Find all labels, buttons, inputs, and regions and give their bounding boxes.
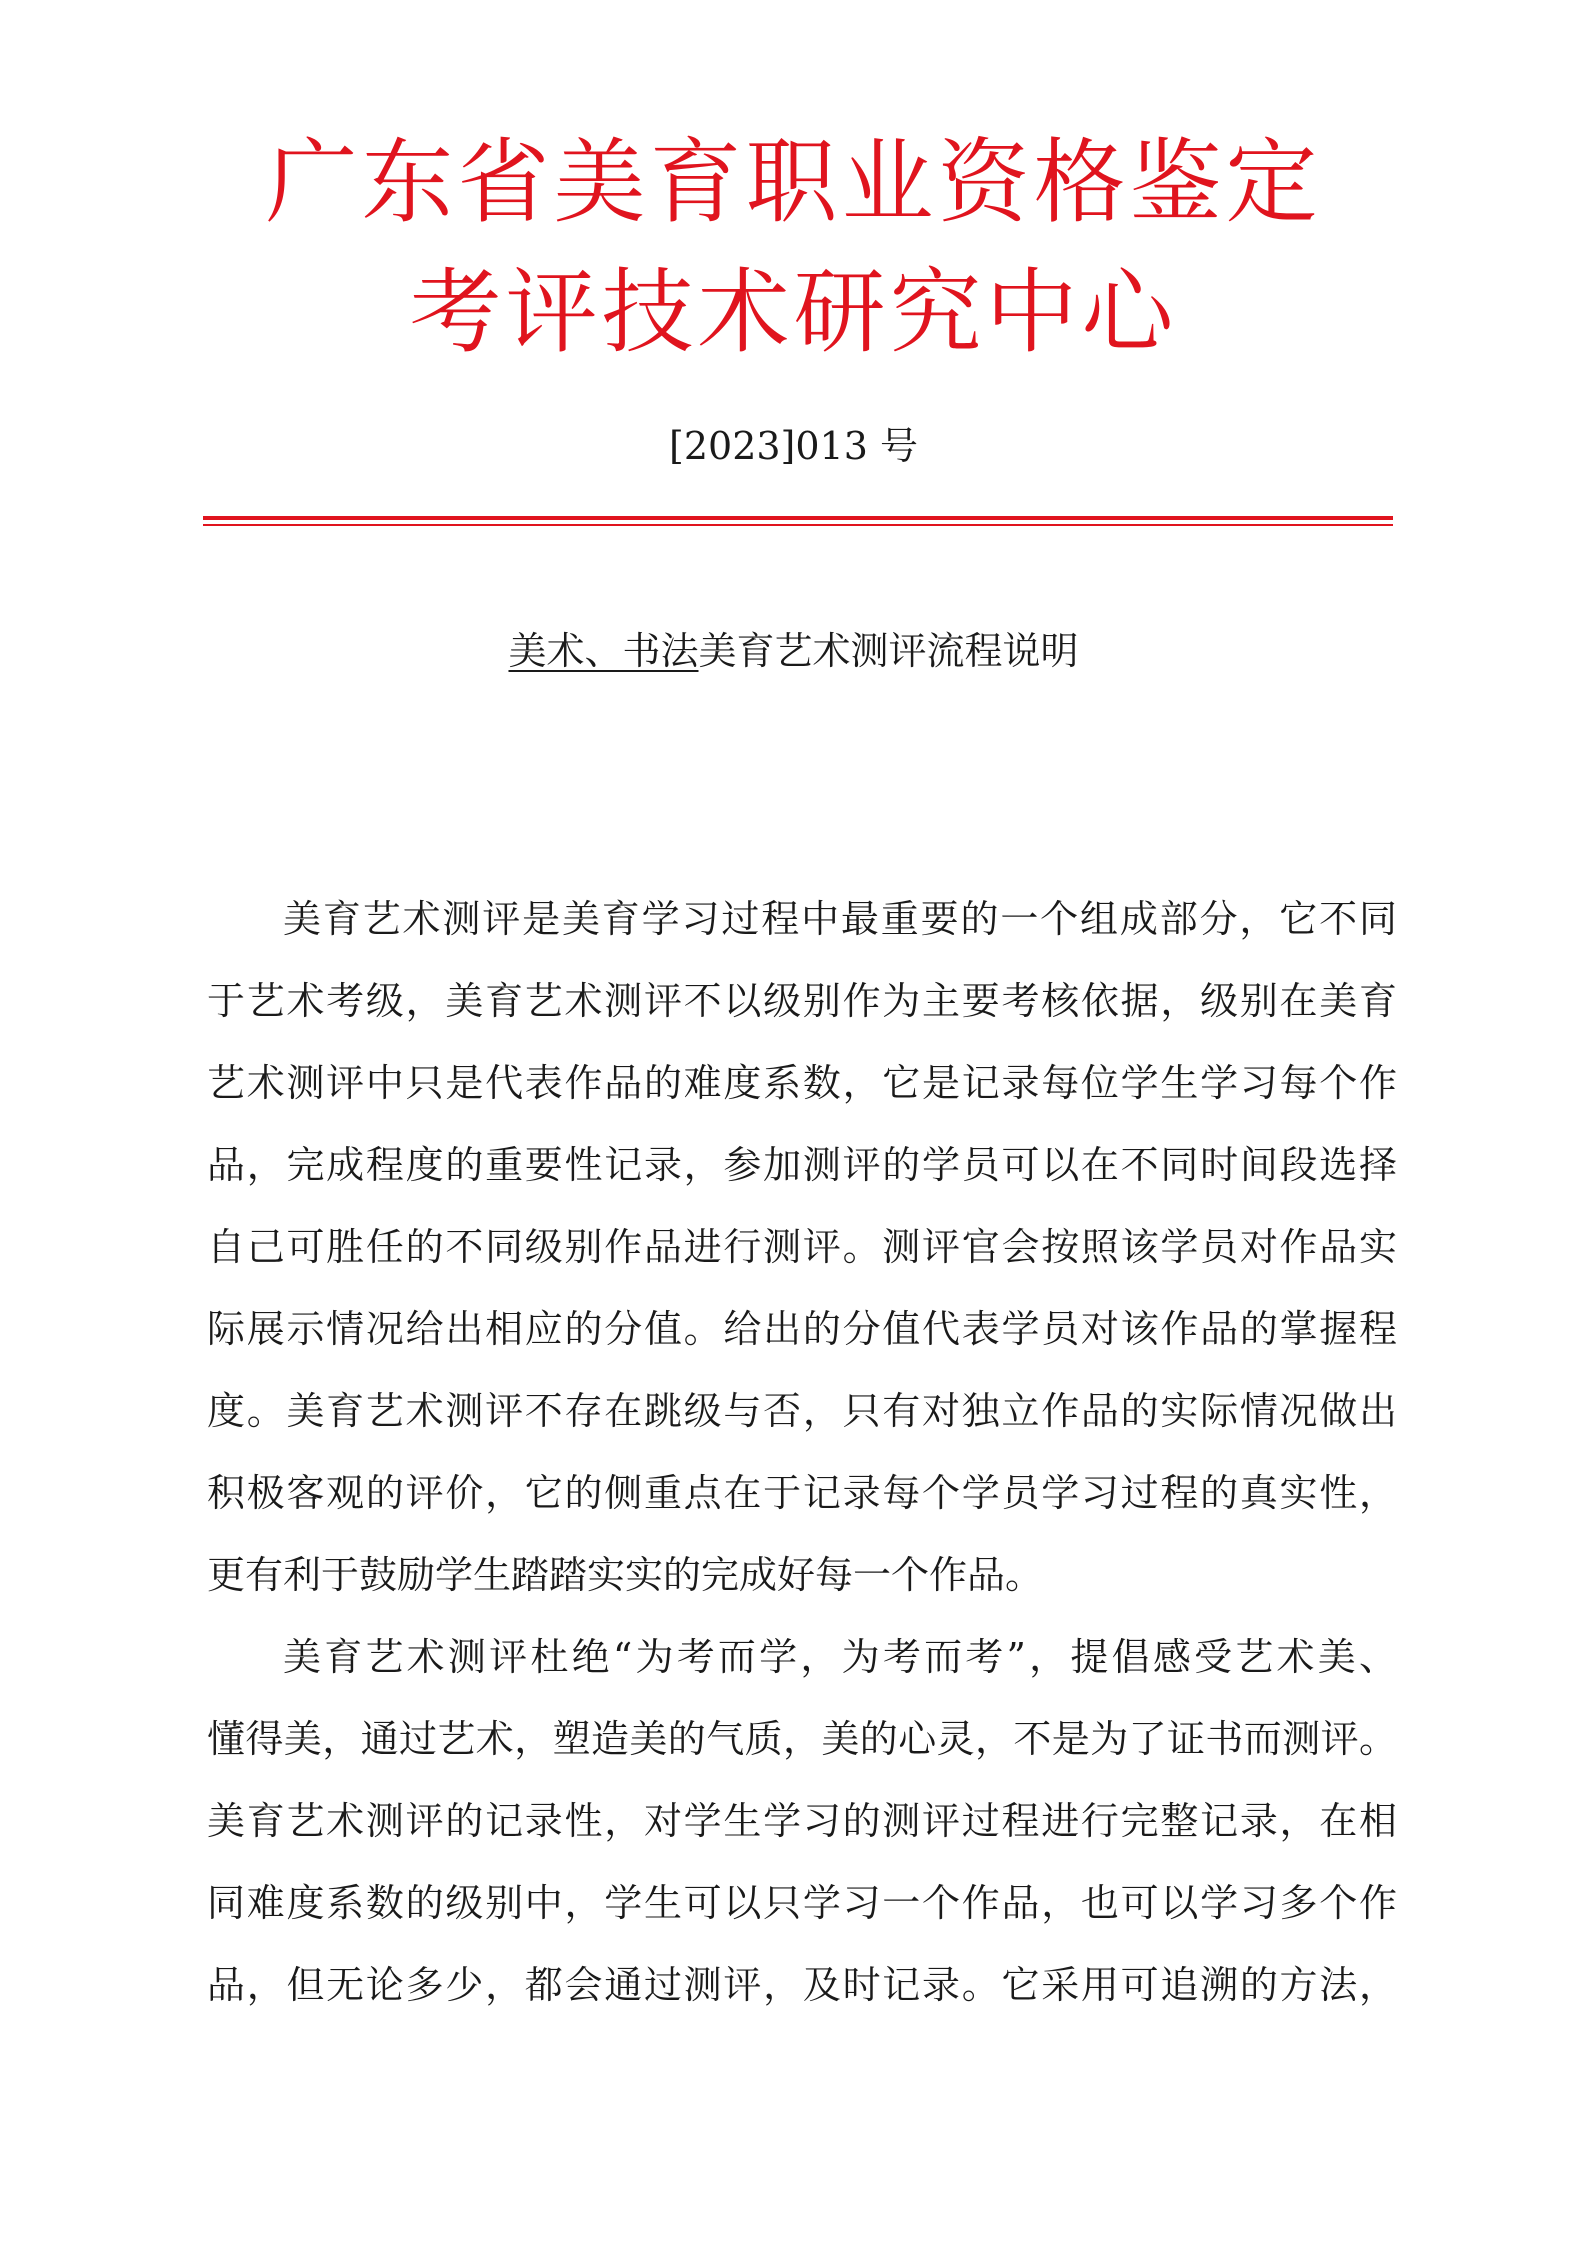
paragraph-1-line: 积极客观的评价，它的侧重点在于记录每个学员学习过程的真实性，	[207, 1471, 1397, 1515]
document-body	[207, 878, 1397, 2026]
heading-rest: 美育艺术测评流程说明	[698, 629, 1079, 673]
paragraph-1-line: 更有利于鼓励学生踏踏实实的完成好每一个作品。	[207, 1553, 1044, 1597]
paragraph-1-line: 品，完成程度的重要性记录，参加测评的学员可以在不同时间段选择	[207, 1143, 1397, 1187]
paragraph-2-line: 同难度系数的级别中，学生可以只学习一个作品，也可以学习多个作	[207, 1881, 1397, 1925]
header-divider-thick	[203, 516, 1393, 520]
heading-underlined-part: 美术、书法	[508, 629, 699, 673]
paragraph-2-line: 品，但无论多少，都会通过测评，及时记录。它采用可追溯的方法，	[207, 1963, 1397, 2007]
document-number: [2023]013 号	[669, 424, 918, 468]
paragraph-1-line: 际展示情况给出相应的分值。给出的分值代表学员对该作品的掌握程	[207, 1307, 1397, 1351]
paragraph-1-line: 艺术测评中只是代表作品的难度系数，它是记录每位学生学习每个作	[207, 1061, 1397, 1105]
document-heading	[0, 626, 1587, 676]
paragraph-2-line: 懂得美，通过艺术，塑造美的气质，美的心灵，不是为了证书而测评。	[207, 1717, 1397, 1761]
paragraph-2-line: 美育艺术测评的记录性，对学生学习的测评过程进行完整记录，在相	[207, 1799, 1397, 1843]
paragraph-1-line: 自己可胜任的不同级别作品进行测评。测评官会按照该学员对作品实	[207, 1225, 1397, 1269]
paragraph-1-line: 于艺术考级，美育艺术测评不以级别作为主要考核依据，级别在美育	[207, 979, 1397, 1023]
org-title-line1: 广东省美育职业资格鉴定	[265, 129, 1322, 236]
paragraph-1-line: 美育艺术测评是美育学习过程中最重要的一个组成部分，它不同	[283, 897, 1397, 941]
org-title-line2: 考评技术研究中心	[409, 259, 1178, 366]
paragraph-1-line: 度。美育艺术测评不存在跳级与否，只有对独立作品的实际情况做出	[207, 1389, 1397, 1433]
header-divider-thin	[203, 524, 1393, 526]
paragraph-2-line: 美育艺术测评杜绝“为考而学，为考而考”，提倡感受艺术美、	[283, 1635, 1397, 1679]
